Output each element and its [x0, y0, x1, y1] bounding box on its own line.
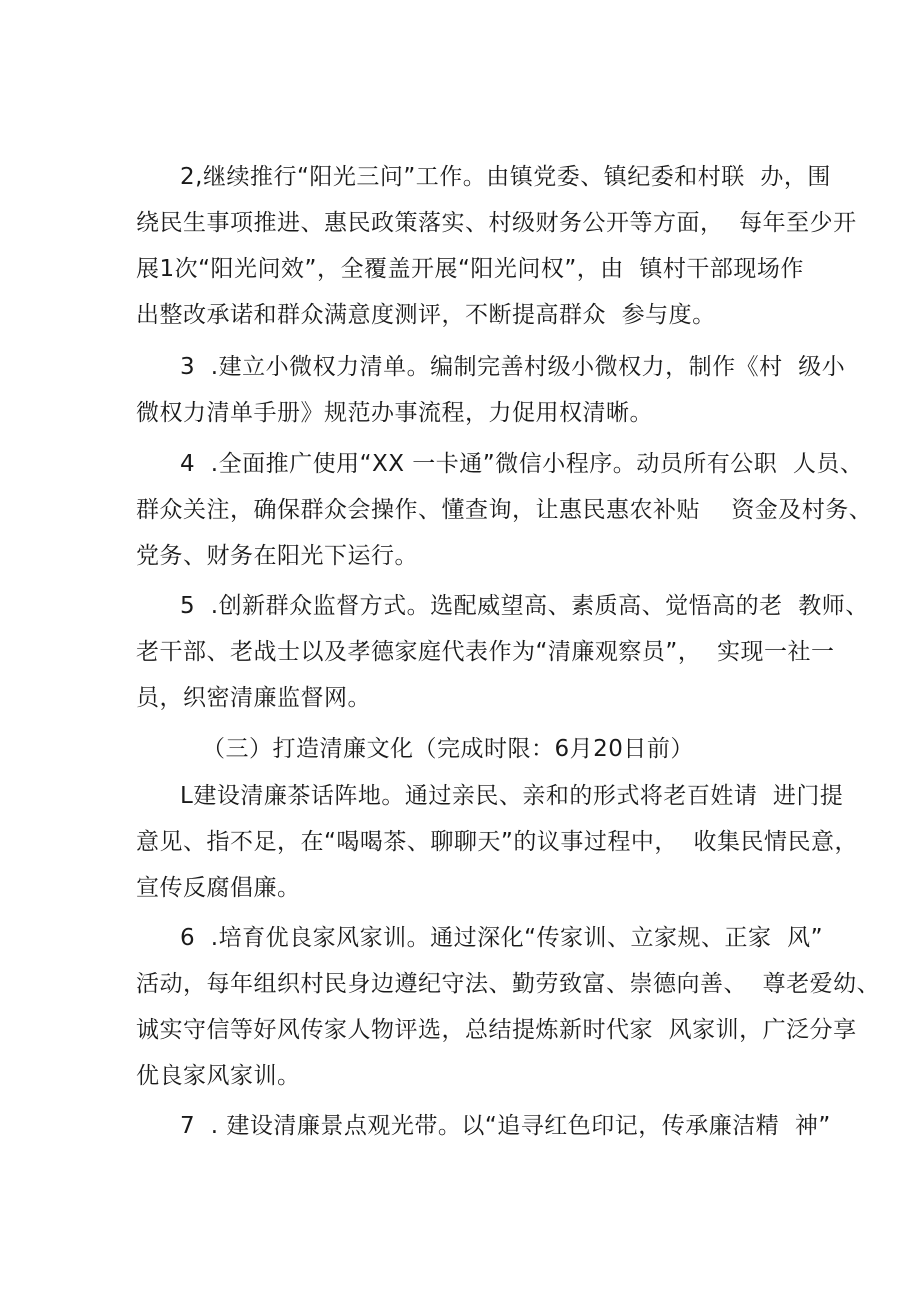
text-line: 微权力清单手册》规范办事流程，力促用权清晰。	[136, 400, 653, 426]
text-line: 员，织密清廉监督网。	[136, 685, 371, 711]
section-heading: （三）打造清廉文化（完成时限：6月20日前）	[202, 736, 694, 762]
text-line: 诚实守信等好风传家人物评选，总结提炼新时代家 风家训，广泛分享	[136, 1017, 857, 1043]
text-line: 党务、财务在阳光下运行。	[136, 543, 418, 569]
text-line: 3 .建立小微权力清单。编制完善村级小微权力，制作《村 级小	[180, 354, 846, 380]
text-line: 2,继续推行“阳光三问”工作。由镇党委、镇纪委和村联 办，围	[180, 164, 831, 190]
text-line: 展1次“阳光问效”，全覆盖开展“阳光问权”，由 镇村干部现场作	[136, 256, 804, 282]
text-line: 4 .全面推广使用“XX 一卡通”微信小程序。动员所有公职 人员、	[180, 451, 864, 477]
text-line: 群众关注，确保群众会操作、懂查询，让惠民惠农补贴 资金及村务、	[136, 497, 873, 523]
text-line: 7 . 建设清廉景点观光带。以“追寻红色印记，传承廉洁精 神”	[180, 1113, 831, 1139]
text-line: 绕民生事项推进、惠民政策落实、村级财务公开等方面， 每年至少开	[136, 210, 857, 236]
text-line: L建设清廉茶话阵地。通过亲民、亲和的形式将老百姓请 进门提	[180, 783, 844, 809]
text-line: 宣传反腐倡廉。	[136, 875, 301, 901]
text-line: 出整改承诺和群众满意度测评，不断提高群众 参与度。	[136, 302, 716, 328]
text-line: 优良家风家训。	[136, 1063, 301, 1089]
text-line: 老干部、老战士以及孝德家庭代表作为“清廉观察员”， 实现一社一	[136, 639, 835, 665]
text-line: 活动，每年组织村民身边遵纪守法、勤劳致富、崇德向善、 尊老爱幼、	[136, 971, 881, 997]
text-line: 6 .培育优良家风家训。通过深化“传家训、立家规、正家 风”	[180, 925, 824, 951]
text-line: 意见、指不足，在“喝喝茶、聊聊天”的议事过程中， 收集民情民意，	[136, 829, 858, 855]
text-line: 5 .创新群众监督方式。选配威望高、素质高、觉悟高的老 教师、	[180, 593, 869, 619]
